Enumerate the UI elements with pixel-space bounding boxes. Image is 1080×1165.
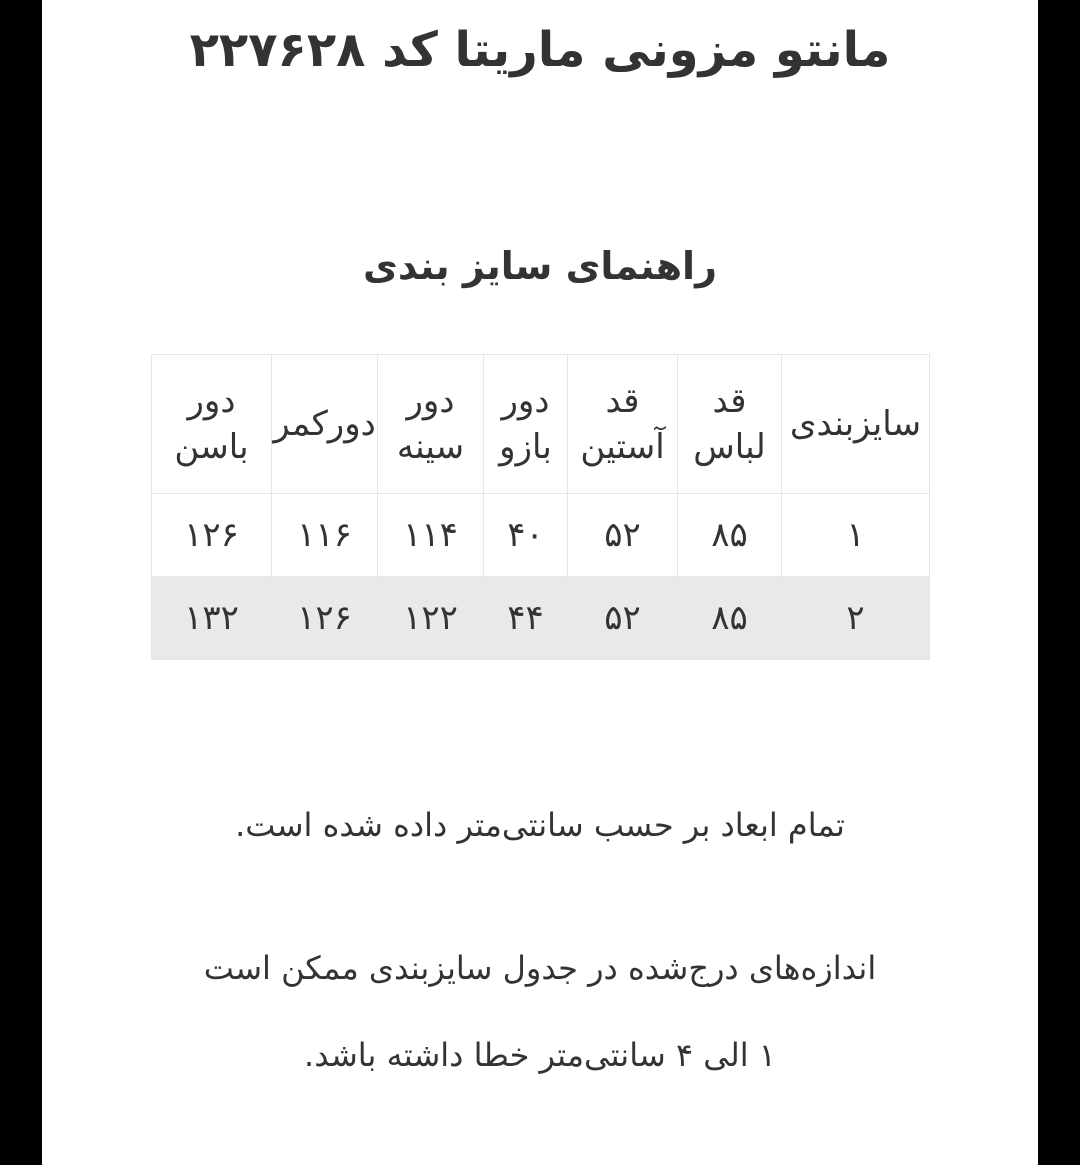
size-guide-heading: راهنمای سایز بندی	[363, 244, 717, 288]
table-header-row	[152, 355, 930, 494]
table-row	[152, 577, 930, 660]
table-row	[152, 494, 930, 577]
cell-arm: ۴۰	[484, 494, 568, 577]
cell-size: ۲	[782, 577, 930, 660]
column-header-chest: دور سینه	[378, 355, 484, 494]
tolerance-note-line-1: اندازه‌های درج‌شده در جدول سایزبندی ممکن است	[203, 949, 877, 987]
column-header-arm: دور بازو	[484, 355, 568, 494]
column-header-dress-length: قد لباس	[678, 355, 782, 494]
column-header-waist: دورکمر	[272, 355, 378, 494]
column-header-hip: دور باسن	[152, 355, 272, 494]
cell-chest: ۱۱۴	[378, 494, 484, 577]
cell-arm: ۴۴	[484, 577, 568, 660]
size-table	[151, 354, 930, 660]
cell-chest: ۱۲۲	[378, 577, 484, 660]
product-title: مانتو مزونی ماریتا کد ۲۲۷۶۲۸	[189, 22, 891, 78]
cell-hip: ۱۲۶	[152, 494, 272, 577]
product-page	[42, 0, 1038, 1165]
column-header-sleeve-length: قد آستین	[568, 355, 678, 494]
cell-size: ۱	[782, 494, 930, 577]
cell-sleeve-length: ۵۲	[568, 577, 678, 660]
tolerance-note-line-2: ۱ الی ۴ سانتی‌متر خطا داشته باشد.	[304, 1036, 776, 1074]
cell-waist: ۱۲۶	[272, 577, 378, 660]
cell-dress-length: ۸۵	[678, 494, 782, 577]
cell-dress-length: ۸۵	[678, 577, 782, 660]
cell-hip: ۱۳۲	[152, 577, 272, 660]
cell-waist: ۱۱۶	[272, 494, 378, 577]
column-header-size: سایزبندی	[782, 355, 930, 494]
cell-sleeve-length: ۵۲	[568, 494, 678, 577]
measurement-unit-note: تمام ابعاد بر حسب سانتی‌متر داده شده است.	[235, 806, 845, 844]
